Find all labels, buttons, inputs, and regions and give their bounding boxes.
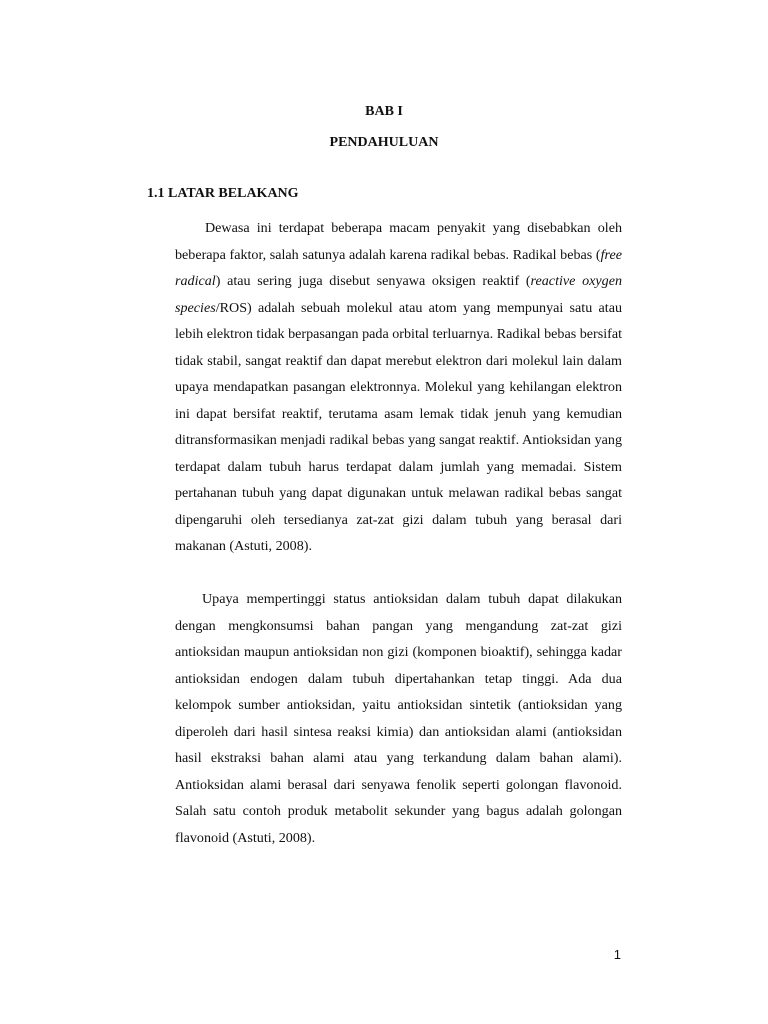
- paragraph-1-italic-ros: reactive oxygen species: [175, 273, 622, 316]
- paragraph-1-text-b: ) atau sering juga disebut senyawa oksigen reaktif (: [215, 273, 531, 289]
- chapter-title: PENDAHULUAN: [329, 135, 439, 150]
- section-heading: 1.1 LATAR BELAKANG: [147, 186, 299, 201]
- body-paragraph-2: Upaya mempertinggi status antioksidan dalam tubuh dapat dilakukan dengan mengkonsumsi bahan pangan yang mengandung zat-zat gizi antioksidan maupun antioksidan non gizi (komponen bioaktif), sehingga kadar antioksidan endogen dalam tubuh dipertahankan tetap tinggi. Ada dua kelompok sumber antioksidan, yaitu antioksidan sintetik (antioksidan yang diperoleh dari hasil sintesa reaksi kimia) dan antioksidan alami (antioksidan hasil ekstraksi bahan alami atau yang terkandung dalam bahan alami). Antioksidan alami berasal dari senyawa fenolik seperti golongan flavonoid. Salah satu contoh produk metabolit sekunder yang bagus adalah golongan flavonoid (Astuti, 2008).: [175, 591, 622, 846]
- paragraph-1-text-a: Dewasa ini terdapat beberapa macam penyakit yang disebabkan oleh beberapa faktor, salah satunya adalah karena radikal bebas. Radikal bebas (: [175, 220, 622, 263]
- body-paragraph-1: [175, 215, 622, 560]
- chapter-label: BAB I: [365, 104, 403, 119]
- page-number: 1: [613, 947, 621, 962]
- paragraph-1-text-c: /ROS) adalah sebuah molekul atau atom yang mempunyai satu atau lebih elektron tidak berpasangan pada orbital terluarnya. Radikal bebas bersifat tidak stabil, sangat reaktif dan dapat merebut elektron dari molekul lain dalam upaya mendapatkan pasangan elektronnya. Molekul yang kehilangan elektron ini dapat bersifat reaktif, terutama asam lemak tidak jenuh yang kemudian ditransformasikan menjadi radikal bebas yang sangat reaktif. Antioksidan yang terdapat dalam tubuh harus terdapat dalam jumlah yang memadai. Sistem pertahanan tubuh yang dapat digunakan untuk melawan radikal bebas sangat dipengaruhi oleh tersedianya zat-zat gizi dalam tubuh yang berasal dari makanan (Astuti, 2008).: [175, 299, 622, 554]
- paragraph-1-italic-free-radical: free radical: [175, 246, 622, 289]
